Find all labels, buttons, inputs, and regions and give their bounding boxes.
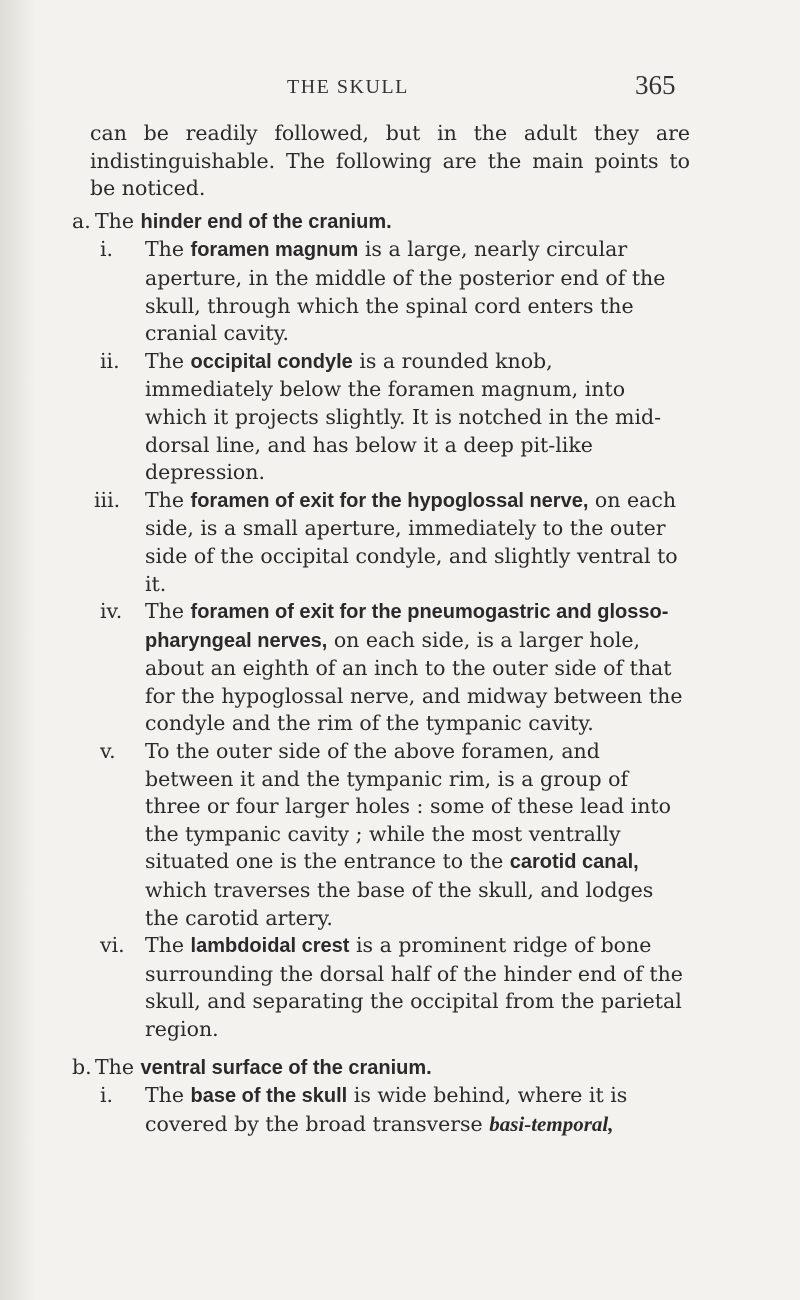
item-italic-term: basi-temporal, xyxy=(489,1111,614,1136)
section-a xyxy=(0,208,800,1044)
heading-prefix: The xyxy=(95,208,141,233)
item-term: base of the skull xyxy=(190,1085,348,1108)
list-item xyxy=(0,598,685,738)
list-item xyxy=(0,236,685,347)
item-number: i. xyxy=(100,237,114,262)
item-prefix: The xyxy=(145,599,191,624)
item-term: lambdoidal crest xyxy=(190,935,350,958)
list-item xyxy=(0,487,685,598)
section-b xyxy=(0,1054,800,1139)
item-prefix: The xyxy=(145,933,191,958)
list-item xyxy=(0,1082,685,1138)
page-header xyxy=(0,70,800,110)
section-letter: a. xyxy=(72,208,91,233)
item-number: vi. xyxy=(100,933,125,958)
section-heading xyxy=(0,1054,695,1083)
item-text: which traverses the base of the skull, and lodges the carotid artery. xyxy=(145,878,654,930)
item-text: on each side, is a larger hole, about an eighth of an inch to the outer side of that for the hypoglossal nerve, and midway between the condyle and the rim of the tympanic cavity. xyxy=(145,627,683,736)
heading-bold: ventral surface of the cranium. xyxy=(140,1056,432,1079)
item-term: foramen magnum xyxy=(190,239,359,262)
item-prefix: To the outer side of the above foramen, and between it and the tympanic rim, is a group of three or four larger holes : some of these lead into the tympanic cavity ; while the most ventrally situated one is the entrance to the xyxy=(145,739,671,874)
item-prefix: The xyxy=(145,1083,191,1108)
item-term: carotid canal, xyxy=(509,851,639,874)
item-text: is wide behind, where it is covered by the broad transverse xyxy=(145,1083,628,1136)
list-item xyxy=(0,932,685,1043)
item-prefix: The xyxy=(145,237,191,262)
item-number: iii. xyxy=(94,487,121,512)
item-text: is a large, nearly circular aperture, in the middle of the posterior end of the skull, through which the spinal cord enters the cranial cavity. xyxy=(145,237,666,346)
section-heading xyxy=(0,208,695,237)
item-text: is a prominent ridge of bone surrounding the dorsal half of the hinder end of the skull, and separating the occipital from the parietal region. xyxy=(145,933,683,1041)
item-text: on each side, is a small aperture, immediately to the outer side of the occipital condyle, and slightly ventral to it. xyxy=(145,487,678,596)
section-letter: b. xyxy=(72,1054,92,1079)
item-term: foramen of exit for the pneumogastric and glosso-pharyngeal nerves, xyxy=(145,601,669,652)
heading-bold: hinder end of the cranium. xyxy=(140,210,392,233)
page-number: 365 xyxy=(635,70,676,100)
item-number: iv. xyxy=(100,599,123,624)
item-prefix: The xyxy=(145,348,191,373)
heading-prefix: The xyxy=(95,1054,141,1079)
running-title: THE SKULL xyxy=(287,76,409,98)
item-number: v. xyxy=(100,739,116,764)
list-item xyxy=(0,738,685,932)
item-prefix: The xyxy=(145,487,191,512)
item-text: is a rounded knob, immediately below the foramen magnum, into which it projects slightly. It is notched in the mid-dorsal line, and has below it a deep pit-like depression. xyxy=(145,348,662,485)
intro-paragraph: can be readily followed, but in the adult they are indistinguishable. The following are the main points to be noticed. xyxy=(90,121,690,201)
list-item xyxy=(0,348,685,487)
item-term: foramen of exit for the hypoglossal nerve, xyxy=(190,489,589,512)
item-term: occipital condyle xyxy=(190,350,353,373)
item-number: ii. xyxy=(100,348,120,373)
item-number: i. xyxy=(100,1083,114,1108)
body-text xyxy=(0,120,800,1138)
